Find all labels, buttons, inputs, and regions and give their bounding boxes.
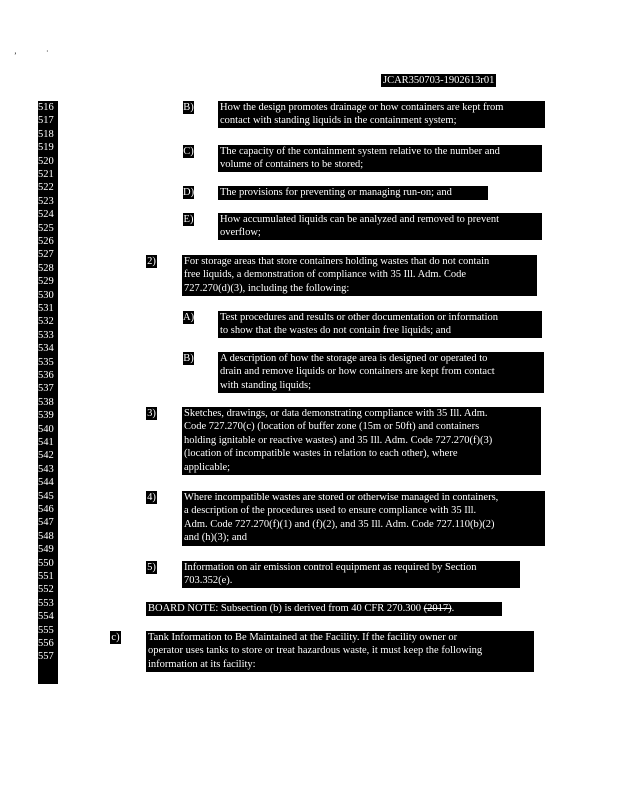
line-number: 552 [38,584,54,596]
text-line: How the design promotes drainage or how containers are kept from [220,102,504,113]
paragraph-3 [182,407,541,475]
text-line: applicable; [184,461,231,473]
text-line: information at its facility: [148,658,256,670]
text-line: drain and remove liquids or how containers are kept from contact [220,366,495,378]
item-label-b: B) [183,102,194,113]
line-number: 531 [38,303,54,314]
line-number: 518 [38,128,54,140]
line-number: 519 [38,142,54,154]
text-line: Adm. Code 727.270(f)(1) and (f)(2), and 35 Ill. Adm. Code 727.110(b)(2) [184,518,495,530]
board-note-text: BOARD NOTE: Subsection (b) is derived from 40 CFR 270.300 [148,603,424,614]
line-number: 524 [38,209,54,221]
item-label-2b: B) [183,353,194,364]
item-label-e: E) [183,214,194,225]
line-number: 521 [38,169,54,180]
text-line: 703.352(e). [184,575,233,587]
text-line: contact with standing liquids in the containment system; [220,115,457,127]
board-note [146,602,502,616]
line-number: 527 [38,249,54,261]
item-label-2a: A) [183,312,195,323]
line-number: 529 [38,276,54,288]
text-line: (location of incompatible wastes in relation to each other), where [184,448,458,460]
text-line: overflow; [220,227,261,239]
text-line: The capacity of the containment system relative to the number and [220,146,500,157]
paragraph-2a [218,311,542,338]
line-number: 522 [38,182,54,194]
text-line: with standing liquids; [220,379,312,391]
line-number: 536 [38,370,54,381]
text-line: Where incompatible wastes are stored or otherwise managed in containers, [184,492,499,503]
line-number: 547 [38,517,54,529]
text-line: Test procedures and results or other documentation or information [220,312,499,323]
line-number: 553 [38,597,54,609]
line-number: 532 [38,316,54,328]
line-number: 540 [38,423,54,435]
line-number: 539 [38,410,54,422]
text-line: The provisions for preventing or managing run-on; and [220,187,452,198]
scan-speck: ʼ [14,51,17,60]
line-number: 543 [38,463,54,475]
line-number: 535 [38,356,54,368]
item-label-5: 5) [147,562,156,573]
item-label-3: 3) [147,408,156,419]
text-line: How accumulated liquids can be analyzed and removed to prevent [220,214,500,225]
line-number: 520 [38,155,54,167]
line-number: 517 [38,115,54,127]
scan-speck: · [46,47,49,56]
text-line: holding ignitable or reactive wastes) and 35 Ill. Adm. Code 727.270(f)(3) [184,434,493,446]
text-line: a description of the procedures used to ensure compliance with 35 Ill. [184,505,477,517]
text-line: Information on air emission control equipment as required by Section [184,562,477,573]
paragraph-d [218,186,488,200]
paragraph-4 [182,491,545,546]
paragraph-b [218,101,545,128]
paragraph-e [218,213,542,240]
text-line: to show that the wastes do not contain free liquids; and [220,325,451,337]
line-number: 550 [38,557,54,569]
line-number: 548 [38,530,54,542]
text-line: free liquids, a demonstration of compliance with 35 Ill. Adm. Code [184,269,466,281]
item-label-c-section: c) [111,632,120,643]
text-line: Tank Information to Be Maintained at the Facility. If the facility owner or [148,632,458,643]
line-number: 551 [38,571,54,582]
line-number: 534 [38,343,54,355]
document-id: JCAR350703-1902613r01 [383,75,495,86]
text-line: Sketches, drawings, or data demonstrating compliance with 35 Ill. Adm. [184,408,488,419]
text-line: For storage areas that store containers holding wastes that do not contain [184,256,490,267]
board-note-end: . [451,603,455,614]
line-number: 526 [38,236,54,247]
line-number: 542 [38,450,54,462]
line-number: 541 [38,437,54,448]
item-label-2: 2) [147,256,156,267]
line-number: 537 [38,383,54,395]
line-number: 545 [38,490,54,502]
line-number: 557 [38,651,54,663]
line-number: 546 [38,504,54,515]
text-line: 727.270(d)(3), including the following: [184,282,350,294]
text-line [148,602,500,615]
line-number: 554 [38,611,54,623]
paragraph-2 [182,255,537,296]
text-line: A description of how the storage area is designed or operated to [220,353,488,364]
paragraph-5 [182,561,520,588]
line-number: 525 [38,222,54,234]
line-number: 549 [38,544,54,556]
line-number: 544 [38,477,54,489]
item-label-d: D) [183,187,195,198]
text-line: operator uses tanks to store or treat hazardous waste, it must keep the following [148,645,483,657]
line-number: 538 [38,396,54,408]
paragraph-2b [218,352,544,393]
line-number: 530 [38,289,54,301]
item-label-4: 4) [147,492,156,503]
struck-text: (2017) [423,603,452,614]
paragraph-c-section [146,631,534,672]
line-number: 556 [38,638,54,649]
line-number: 555 [38,624,54,636]
line-number: 528 [38,262,54,274]
text-line: Code 727.270(c) (location of buffer zone (15m or 50ft) and containers [184,421,480,433]
text-line: volume of containers to be stored; [220,159,364,171]
line-number: 516 [38,102,54,113]
line-number: 523 [38,195,54,207]
line-number: 533 [38,329,54,341]
paragraph-c [218,145,542,172]
text-line: and (h)(3); and [184,532,247,544]
item-label-c: C) [183,146,194,157]
